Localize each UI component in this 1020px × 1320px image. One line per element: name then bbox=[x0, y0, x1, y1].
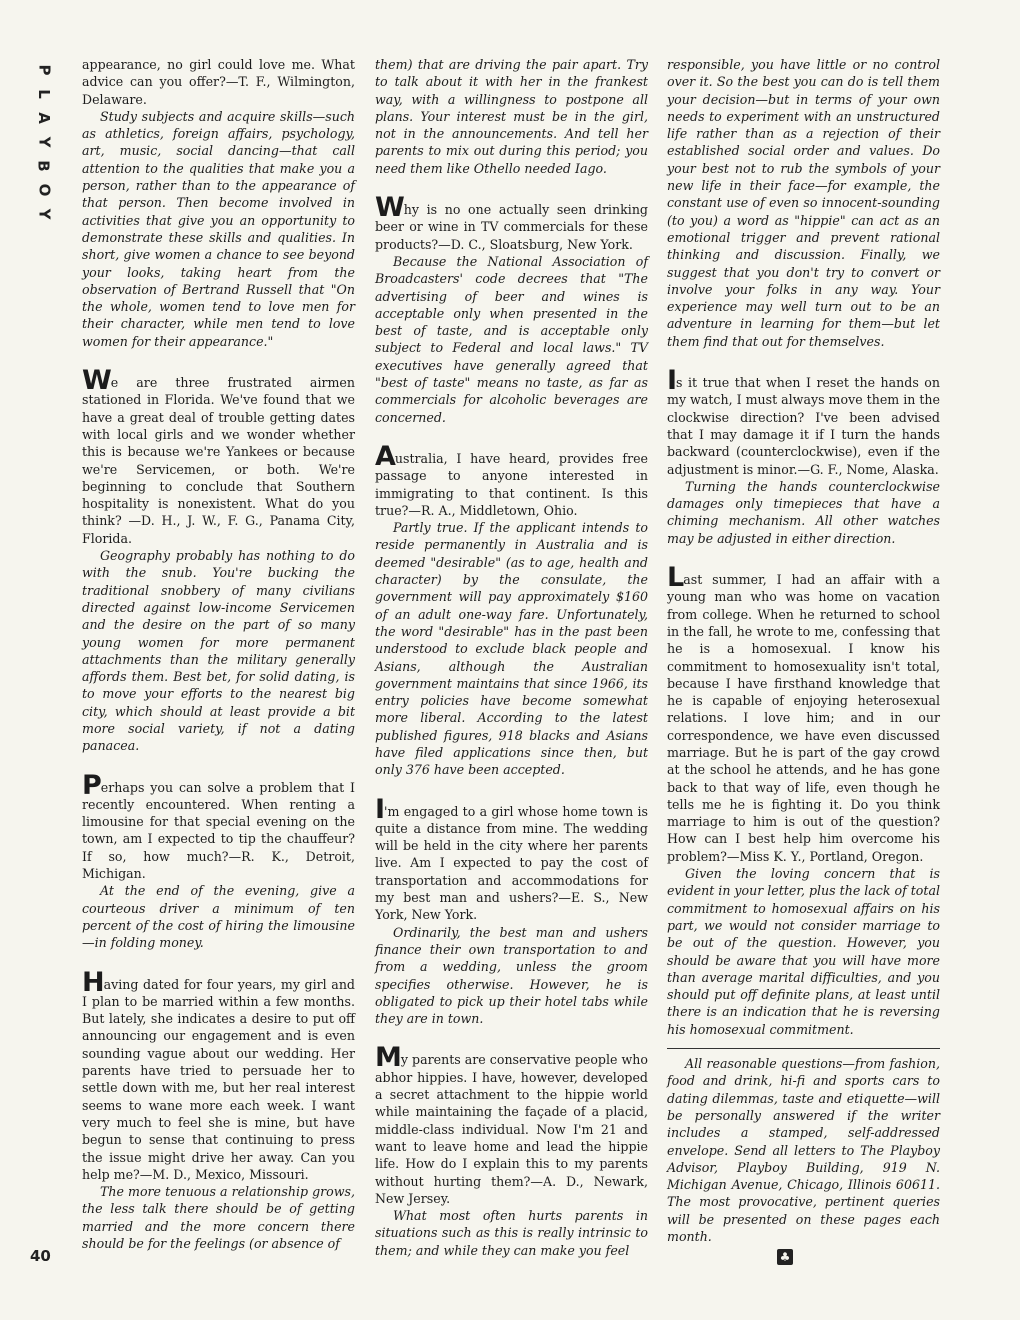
answer-text: responsible, you have little or no control over it. So the best you can do is tell them your decision—but in terms of your own needs to experiment with an unstructured life rather than as a rejection of their established social order and values. Do your best not to rub the symbols of your new life in their face—for example, the constant use of even so innocent-sounding (to you) a word as "hippie" can act as an emotional trigger and prevent rational thinking and discussion. Finally, we suggest that you don't try to convert or involve your folks in any way. Your experience may well turn out to be an adventure in learning for them—but let them find that out for themselves. bbox=[667, 57, 940, 349]
letter-block bbox=[667, 365, 940, 547]
letter-block bbox=[667, 562, 940, 1038]
column-3 bbox=[667, 56, 940, 1266]
page-number: 40 bbox=[30, 1247, 51, 1265]
title-letter: A bbox=[34, 112, 53, 124]
drop-cap: W bbox=[375, 192, 404, 224]
advisor-footnote: All reasonable questions—from fashion, food and drink, hi-fi and sports cars to dating dilemmas, taste and etiquette—will be personally answered if the writer includes a stamped, self-addressed envelope. Send all letters to The Playboy Advisor, Playboy Building, 919 N. Michigan Avenue, Chicago, Illinois 60611. The most provocative, pertinent queries will be presented on these pages each month. bbox=[667, 1056, 940, 1244]
question-body: ustralia, I have heard, provides free passage to anyone interested in immigrating to that continent. Is this true?—R. A., Middletown, Ohio. bbox=[375, 450, 648, 518]
drop-cap: A bbox=[375, 440, 395, 472]
answer-text: The more tenuous a relationship grows, the less talk there should be of getting married and the more concern there should be for the feelings (or absence of bbox=[82, 1184, 355, 1251]
letter-block bbox=[82, 966, 355, 1253]
answer-text: Because the National Association of Broadcasters' code decrees that "The advertising of beer and wines is acceptable only when presented in the best of taste, and is acceptable only subject to Federal and local laws." TV executives have generally agreed that "best of taste" means no taste, as far as commercials for alcoholic beverages are concerned. bbox=[375, 253, 648, 425]
answer-text: Partly true. If the applicant intends to reside permanently in Australia and is deemed "desirable" (as to age, health and character) by the consulate, the government will pay approximately $160 of an adult one-way fare. Unfortunately, the word "desirable" has in the past been understood to exclude black people and Asians, although the Australian government maintains that since 1966, its entry policies have become somewhat more liberal. According to the latest published figures, 918 blacks and Asians have filed applications since then, but only 376 have been accepted. bbox=[375, 520, 648, 778]
letter-block bbox=[375, 1042, 648, 1259]
question-body: erhaps you can solve a problem that I recently encountered. When renting a limousine for that special evening on the town, am I expected to tip the chauffeur? If so, how much?—R. K., Detroit, Michigan. bbox=[82, 779, 355, 882]
column-2 bbox=[375, 56, 648, 1259]
answer-text: Study subjects and acquire skills—such as athletics, foreign affairs, psychology, art, music, social dancing—that call attention to the qualities that make you a person, rather than to the appearance of that person. Then become involved in activities that give you an opportunity to demonstrate these skills and qualities. In short, give women a chance to see beyond your looks, taking heart from the observation of Bertrand Russell that "On the whole, women tend to love men for their character, while men tend to love women for their appearance." bbox=[82, 108, 355, 349]
question-text bbox=[375, 440, 648, 519]
question-text bbox=[375, 793, 648, 924]
letter-block bbox=[375, 440, 648, 779]
answer-text: Geography probably has nothing to do with the snub. You're bucking the traditional snobbery of many civilians directed against low-income Servicemen and the desire on the part of so many young women for more permanent attachments than the military generally affords them. Best bet, for solid dating, is to move your efforts to the nearest big city, which should at least provide a bit more social variety, if not a dating panacea. bbox=[82, 548, 355, 754]
letter-block bbox=[375, 793, 648, 1028]
answer-text: Given the loving concern that is evident in your letter, plus the lack of total commitment to homosexual affairs on his part, we would not consider marriage to be out of the question. However, you should be aware that you will have more than average marital difficulties, and you should put off definite plans, at least until there is an indication that he is reversing his homosexual commitment. bbox=[667, 866, 940, 1037]
question-text bbox=[375, 192, 648, 253]
question-body: y parents are conservative people who abhor hippies. I have, however, developed a secret attachment to the hippie world while maintaining the façade of a placid, middle-class individual. Now I'm 21 and want to leave home and lead the hippie life. How do I explain this to my parents without hurting them?—A. D., Newark, New Jersey. bbox=[375, 1052, 648, 1206]
answer-text: them) that are driving the pair apart. Try to talk about it with her in the frankest way, with a willingness to postpone all plans. Your interest must be in the girl, not in the announcements. And tell her parents to mix out during this period; you need them like Othello needed Iago. bbox=[375, 57, 648, 176]
question-body: 'm engaged to a girl whose home town is quite a distance from mine. The wedding will be held in the city where her parents live. Am I expected to pay the cost of transportation and accommodations for my best man and ushers?—E. S., New York, New York. bbox=[375, 803, 648, 923]
drop-cap: I bbox=[667, 365, 677, 397]
title-letter: L bbox=[35, 89, 53, 99]
letter-block bbox=[82, 365, 355, 755]
question-text bbox=[82, 966, 355, 1184]
divider-rule bbox=[667, 1048, 940, 1049]
drop-cap: M bbox=[375, 1042, 401, 1074]
title-letter: P bbox=[35, 64, 53, 76]
question-body: s it true that when I reset the hands on my watch, I must always move them in the clockwise direction? I've been advised that I may damage it if I turn the hands backward (counterclockwise), even if the adjustment is minor.—G. F., Nome, Alaska. bbox=[667, 375, 940, 477]
drop-cap: P bbox=[82, 769, 101, 801]
question-text bbox=[667, 562, 940, 865]
letter-block bbox=[375, 192, 648, 426]
magazine-vertical-title bbox=[33, 58, 55, 226]
letter-block bbox=[82, 56, 355, 350]
question-body: e are three frustrated airmen stationed in Florida. We've found that we have a great deal of trouble getting dates with local girls and we wonder whether this is because we're Yankees or because we're Servicemen, or both. We're beginning to conclude that Southern hospitality is nonexistent. What do you think? —D. H., J. W., F. G., Panama City, Florida. bbox=[82, 375, 355, 546]
answer-text: What most often hurts parents in situations such as this is really intrinsic to them; and while they can make you feel bbox=[375, 1208, 648, 1258]
question-text bbox=[82, 769, 355, 883]
question-text bbox=[375, 1042, 648, 1207]
letter-block bbox=[82, 769, 355, 952]
column-1 bbox=[82, 56, 355, 1252]
question-text bbox=[667, 365, 940, 478]
answer-text: Turning the hands counterclockwise damages only timepieces that have a chiming mechanism. All other watches may be adjusted in either direction. bbox=[667, 478, 940, 546]
title-letter: O bbox=[34, 183, 53, 197]
letter-block bbox=[667, 56, 940, 350]
answer-text: Ordinarily, the best man and ushers finance their own transportation to and from a wedding, unless the groom specifies otherwise. However, he is obligated to pick up their hotel tabs while they are in town. bbox=[375, 924, 648, 1027]
drop-cap: H bbox=[82, 966, 104, 998]
letter-block bbox=[375, 56, 648, 177]
title-letter: B bbox=[35, 160, 53, 172]
drop-cap: W bbox=[82, 365, 111, 397]
title-letter: Y bbox=[35, 208, 53, 220]
rabbit-logo-icon: ♣ bbox=[777, 1249, 793, 1265]
question-body: aving dated for four years, my girl and I plan to be married within a few months. But lately, she indicates a desire to put off announcing our engagement and is even sounding vague about our wedding. Her parents have tried to persuade her to settle down with me, but her real interest seems to wane more each week. I want very much to feel she is mine, but have begun to sense that continuing to press the issue might drive her away. Can you help me?—M. D., Mexico, Missouri. bbox=[82, 976, 355, 1182]
title-letter: Y bbox=[35, 136, 53, 148]
question-body: hy is no one actually seen drinking beer or wine in TV commercials for these products?—D. C., Sloatsburg, New York. bbox=[375, 202, 648, 252]
drop-cap: I bbox=[375, 793, 385, 825]
answer-text: At the end of the evening, give a courteous driver a minimum of ten percent of the cost of hiring the limousine—in folding money. bbox=[82, 883, 355, 951]
question-text: appearance, no girl could love me. What advice can you offer?—T. F., Wilmington, Delaware. bbox=[82, 57, 355, 107]
drop-cap: L bbox=[667, 562, 684, 594]
question-text bbox=[82, 365, 355, 547]
question-body: ast summer, I had an affair with a young man who was home on vacation from college. When he returned to school in the fall, he wrote to me, confessing that he is a homosexual. I know his commitment to homosexuality isn't total, because I have firsthand knowledge that he is capable of enjoying heterosexual relations. I love him; and in our correspondence, we have even discussed marriage. But he is part of the gay crowd at the school he attends, and he has gone back to that way of life, even though he tells me he is fighting it. Do you think marriage to him is out of the question? How can I best help him overcome his problem?—Miss K. Y., Portland, Oregon. bbox=[667, 572, 940, 864]
